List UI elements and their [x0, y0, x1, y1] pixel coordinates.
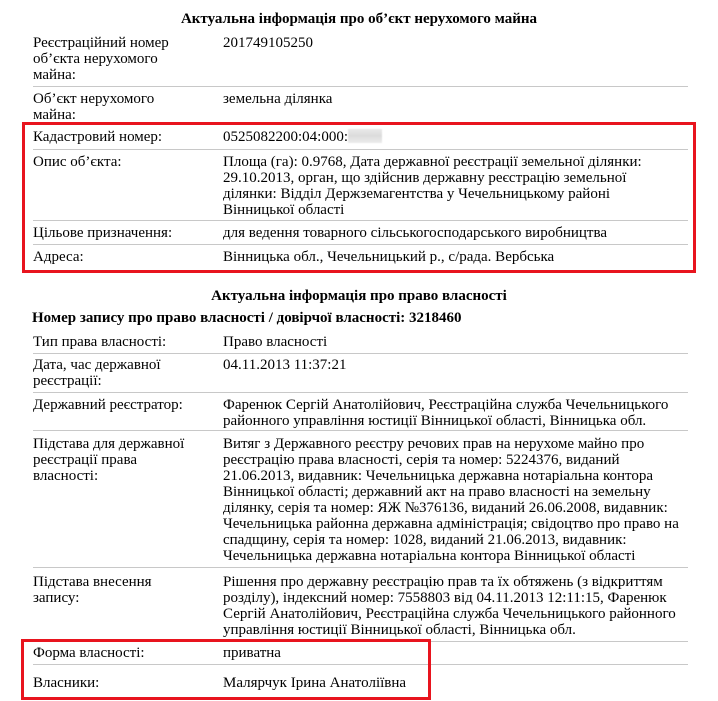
row-value: Площа (га): 0.9768, Дата державної реєстрації земельної ділянки: 29.10.2013, орган, що здійснив державну реєстрацію земельної ділянки: Відділ Держземагентства у Чечельницькому районі Вінницької області [223, 154, 642, 218]
row-divider [33, 567, 688, 568]
row-divider [33, 86, 688, 87]
row-label: Форма власності: [33, 645, 145, 661]
row-value: Вінницька обл., Чечельницький р., с/рада. Вербська [223, 249, 555, 265]
highlight-box-property [22, 122, 696, 273]
row-label: Об’єкт нерухомого майна: [33, 91, 155, 123]
row-value: 201749105250 [223, 35, 313, 51]
row-label: Реєстраційний номер об’єкта нерухомого майна: [33, 35, 169, 83]
row-value: Рішення про державну реєстрацію прав та їх обтяжень (з відкриттям розділу), індексний номер: 7558803 від 04.11.2013 12:11:15, Фаренюк Сергій Анатолійович, Реєстраційна служба Чечельницького районного управління юстиції Вінницької області, Вінницька обл. [223, 574, 676, 638]
row-label: Адреса: [33, 249, 84, 265]
row-value: Фаренюк Сергій Анатолійович, Реєстраційна служба Чечельницького районного управління юстиції Вінницької області, Вінницька обл. [223, 397, 669, 429]
row-label: Власники: [33, 675, 100, 691]
cadastral-number-text: 0525082200:04:000: [223, 129, 349, 145]
property-section-title: Актуальна інформація про об’єкт нерухомого майна [180, 11, 538, 27]
ownership-record-number: Номер запису про право власності / довірчої власності: 3218460 [32, 310, 462, 326]
row-label: Опис об’єкта: [33, 154, 122, 170]
row-divider [33, 392, 688, 393]
row-value: земельна ділянка [223, 91, 333, 107]
row-label: Підстава внесення запису: [33, 574, 152, 606]
row-value: для ведення товарного сільськогосподарського виробництва [223, 225, 608, 241]
row-divider [33, 353, 688, 354]
row-divider [33, 430, 688, 431]
row-label: Кадастровий номер: [33, 129, 163, 145]
ownership-section-title: Актуальна інформація про право власності [211, 288, 507, 304]
row-value: 04.11.2013 11:37:21 [223, 357, 347, 373]
row-label: Підстава для державної реєстрації права власності: [33, 436, 185, 484]
row-label: Дата, час державної реєстрації: [33, 357, 161, 389]
highlight-box-owners [21, 639, 431, 700]
row-value: приватна [223, 645, 281, 661]
row-value: Малярчук Ірина Анатоліївна [223, 675, 407, 691]
row-label: Державний реєстратор: [33, 397, 183, 413]
row-label: Тип права власності: [33, 334, 167, 350]
row-value: Право власності [223, 334, 328, 350]
row-label: Цільове призначення: [33, 225, 173, 241]
row-value: Витяг з Державного реєстру речових прав на нерухоме майно про реєстрацію права власності, серія та номер: 5224376, виданий 21.06.2013, видавник: Чечельницька державна нотаріальна контора Вінницької області; державний акт на право власності на земельну ділянку, серія та номер: ЯЖ №376136, виданий 26.06.2008, видавник: Чечельницька районна державна адміністрація; свідоцтво про право на спадщину, серія та номер: 1028, виданий 21.06.2013, видавник: Чечельницька державна нотаріальна контора Вінницької області [223, 436, 679, 564]
